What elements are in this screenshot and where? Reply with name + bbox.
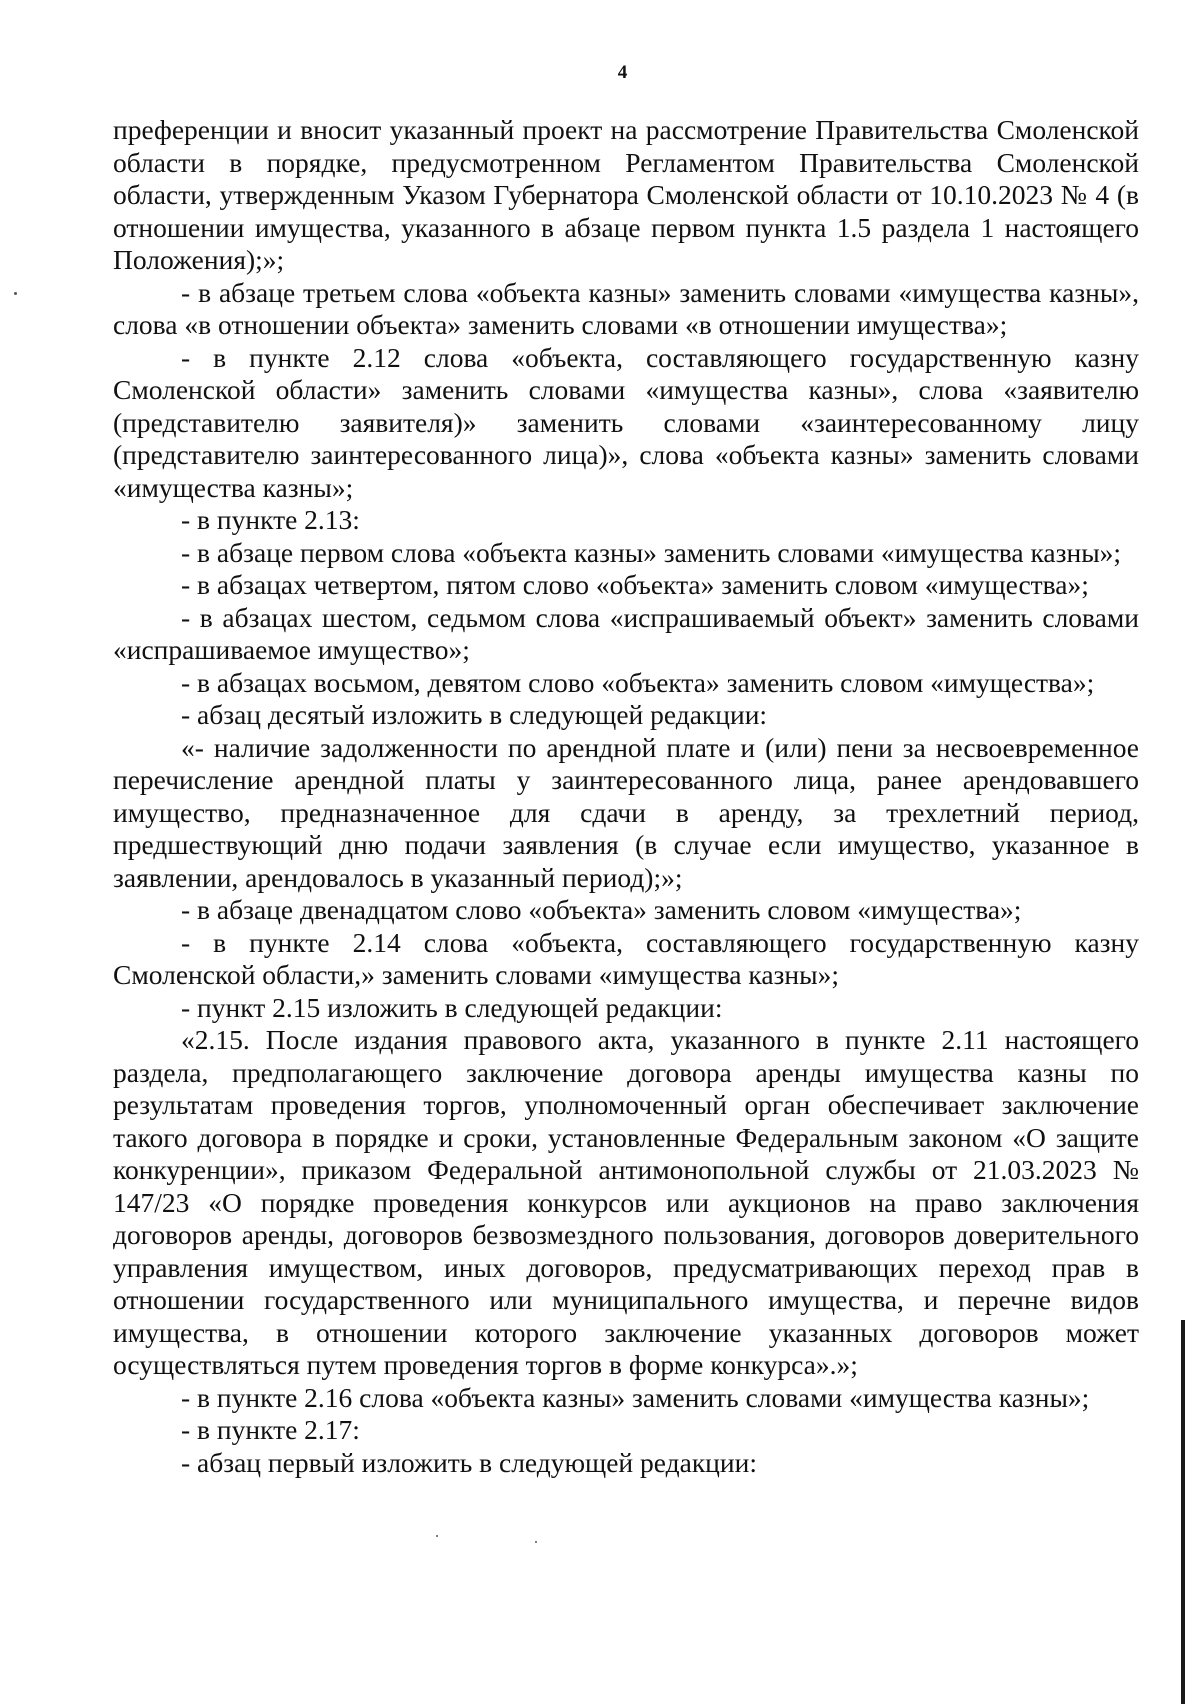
- paragraph-2-13-para-6-7: - в абзацах шестом, седьмом слова «испрашиваемый объект» заменить словами «испрашиваемое имущество»;: [113, 601, 1139, 665]
- paragraph-2-13-para-10: - абзац десятый изложить в следующей редакции:: [181, 699, 768, 730]
- paragraph-amendment-2-17: - в пункте 2.17:: [181, 1414, 360, 1445]
- paragraph-amendment-2-13: - в пункте 2.13:: [181, 504, 360, 535]
- paragraph-continuation: преференции и вносит указанный проект на рассмотрение Правительства Смоленской области в порядке, предусмотренном Регламентом Правительства Смоленской области, утвержденным Указом Губернатора Смоленской области от 10.10.2023 № 4 (в отношении имущества, указанного в абзаце первом пункта 1.5 раздела 1 настоящего Положения);»;: [113, 114, 1139, 275]
- paragraph-amendment-2-16: - в пункте 2.16 слова «объекта казны» заменить словами «имущества казны»;: [181, 1381, 1090, 1413]
- paragraph-2-15-new-text: «2.15. После издания правового акта, указанного в пункте 2.11 настоящего раздела, предполагающего заключение договора аренды имущества казны по результатам проведения торгов, уполномоченный орган обеспечивает заключение такого договора в порядке и сроки, установленные Федеральным законом «О защите конкуренции», приказом Федеральной антимонопольной службы от 21.03.2023 № 147/23 «О порядке проведения конкурсов или аукционов на право заключения договоров аренды, договоров безвозмездного пользования, договоров доверительного управления имуществом, иных договоров, предусматривающих переход прав в отношении государственного или муниципального имущества, и перечне видов имущества, в отношении которого заключение указанных договоров может осуществляться путем проведения торгов в форме конкурса».»;: [113, 1024, 1139, 1380]
- scan-speck: [535, 1541, 537, 1543]
- paragraph-amendment-2-12: - в пункте 2.12 слова «объекта, составляющего государственную казну Смоленской области» заменить словами «имущества казны», слова «заявителю (представителю заявителя)» заменить словами «заинтересованному лицу (представителю заинтересованного лица)», слова «объекта казны» заменить словами «имущества казны»;: [113, 341, 1139, 503]
- paragraph-amendment-2-14: - в пункте 2.14 слова «объекта, составляющего государственную казну Смоленской области,» заменить словами «имущества казны»;: [113, 926, 1139, 990]
- paragraph-2-13-para-12: - в абзаце двенадцатом слово «объекта» заменить словом «имущества»;: [181, 894, 1022, 925]
- paragraph-2-13-para-4-5: - в абзацах четвертом, пятом слово «объекта» заменить словом «имущества»;: [181, 569, 1089, 600]
- paragraph-2-13-para-8-9: - в абзацах восьмом, девятом слово «объекта» заменить словом «имущества»;: [181, 666, 1095, 698]
- paragraph-2-13-para-1: - в абзаце первом слова «объекта казны» заменить словами «имущества казны»;: [181, 536, 1122, 568]
- page-number: 4: [617, 62, 628, 83]
- scan-speck: [436, 1535, 438, 1537]
- paragraph-2-17-para-1: - абзац первый изложить в следующей редакции:: [181, 1446, 757, 1478]
- paragraph-para-10-new-text: «- наличие задолженности по арендной плате и (или) пени за несвоевременное перечисление арендной платы у заинтересованного лица, ранее арендовавшего имущество, предназначенное для сдачи в аренду, за трехлетний период, предшествующий дню подачи заявления (в случае если имущество, указанное в заявлении, арендовалось в указанный период);»;: [113, 731, 1139, 893]
- paragraph-amendment-para-3: - в абзаце третьем слова «объекта казны» заменить словами «имущества казны», слова «в отношении объекта» заменить словами «в отношении имущества»;: [113, 276, 1139, 340]
- scan-edge-line: [1181, 1320, 1185, 1704]
- paragraph-amendment-2-15: - пункт 2.15 изложить в следующей редакции:: [181, 991, 723, 1023]
- scan-speck: [14, 292, 17, 295]
- document-body: [113, 114, 1139, 1479]
